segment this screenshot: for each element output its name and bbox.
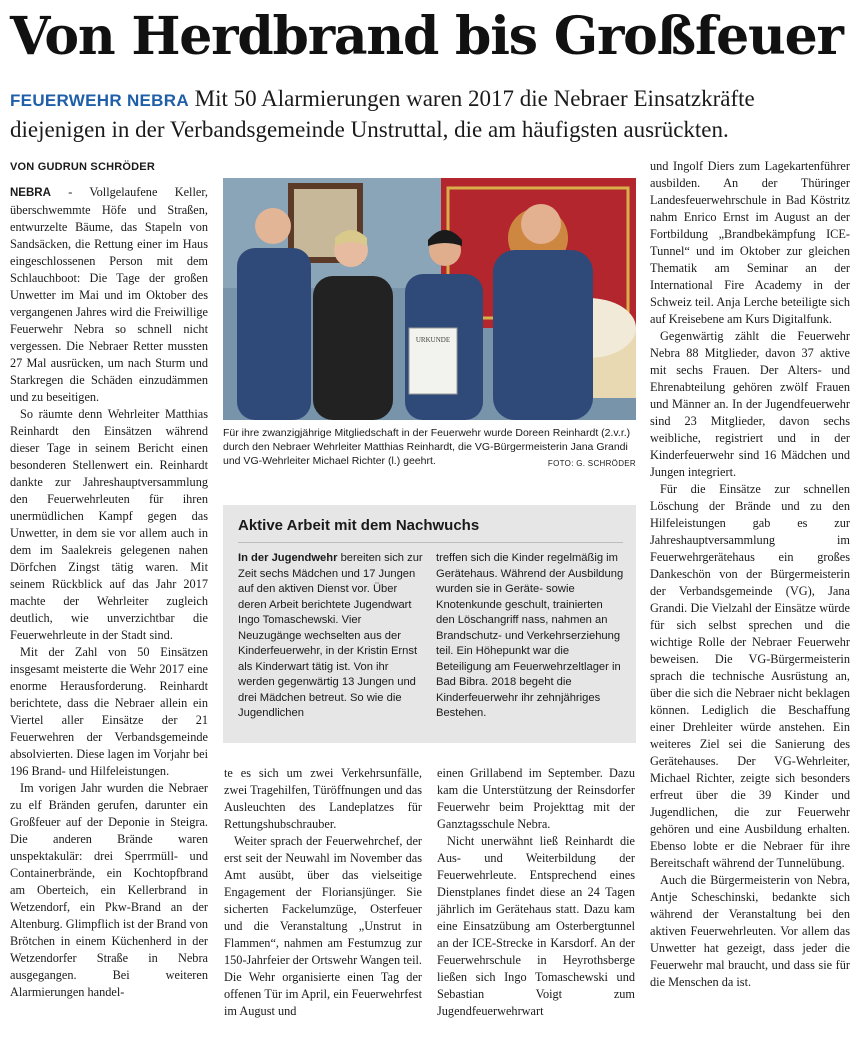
article-column-1 [10, 184, 208, 1001]
certificate-text: URKUNDE [415, 336, 451, 344]
paragraph: Nicht unerwähnt ließ Reinhardt die Aus- und Weiterbildung der Feuerwehrleute. Entsprechend eines Dienstplanes findet diese an 24 Tagen jährlich im Gerätehaus statt. Dazu kam eine Einsatzübung am Osterbergtunnel an der ICE-Strecke in Karsdorf. An der Feuerwehrschule in Heyrothsberge ließen sich Ingo Tomaschewski und Sebastian Voigt zum Jugendfeuerwehrwart [437, 834, 635, 1018]
box-divider [238, 542, 623, 543]
teaser [10, 84, 850, 144]
paragraph: Auch die Bürgermeisterin von Nebra, Antje Scheschinski, bedankte sich während der Veranstaltung bei den aktiven Feuerwehrleuten. Vor allem das Unwetter hat gezeigt, dass jeder die Feuerwehr mal braucht, und dass sie für die Menschen da ist. [650, 873, 850, 989]
headline: Von Herdbrand bis Großfeuer [10, 6, 843, 67]
box-column-right: treffen sich die Kinder regelmäßig im Gerätehaus. Während der Ausbildung wurden sie in Geräte- sowie Knotenkunde geschult, trainierten den Löschangriff nass, nahmen an Brandschutz- und Verkehrserziehung teil. Ein Höhepunkt war die Beteiligung am Feuerwehrzeltlager in Bad Bibra. 2018 begeht die Kinderfeuerwehr ihr zehnjähriges Bestehen. [436, 552, 624, 719]
paragraph [10, 184, 208, 406]
photo-caption [223, 426, 636, 471]
paragraph-text: - Vollgelaufene Keller, überschwemmte Höfe und Straßen, entwurzelte Bäume, das Stapeln von Sandsäcken, die Rettung einer im Haus eingeschlossenen Person mit dem Schlauchboot: Die Tage der großen Unwetter im Mai und im Oktober des vergangenen Jahres wird die Freiwillige Feuerwehr Nebra so schnell nicht vergessen. Die Nebraer Retter mussten 27 Mal ausrücken, um nach Sturm und Starkregen die Schäden einzudämmen und zu beseitigen. [10, 185, 208, 404]
paragraph: Im vorigen Jahr wurden die Nebraer zu elf Bränden gerufen, darunter ein Großfeuer auf der Deponie in Steigra. Die anderen Brände waren unspektakulär: drei Sperrmüll- und Containerbrände, ein Kochtopfbrand am Oberteich, ein Kellerbrand in Wetzendorf, ein Pkw-Brand an der Altenburg. Glimpflich ist der Brand von Brötchen in einem Küchenherd in der Wetzendorfer Straße in Nebra ausgegangen. Bei weiteren Alarmierungen handel- [10, 781, 208, 999]
paragraph: Weiter sprach der Feuerwehrchef, der erst seit der Neuwahl im November das Amt ausübt, über das vielseitige Engagement der Floriansjünger. Sie sicherten Fackelumzüge, Osterfeuer und die Veranstaltung „Unstrut in Flammen“, nahmen am Festumzug zur 150-Jahrfeier der Ortswehr Wangen teil. Die Wehr organisierte einen Tag der offenen Tür im April, ein Feuerwehrfest im August und [224, 834, 422, 1018]
article-column-4 [650, 158, 850, 991]
lead-place: NEBRA [10, 187, 51, 199]
caption-text: Für ihre zwanzigjährige Mitgliedschaft in der Feuerwehr wurde Doreen Reinhardt (2.v.r.) durch den Nebraer Wehrleiter Matthias Reinhardt, die VG-Bürgermeisterin Jana Grandi und VG-Wehrleiter Michael Richter (l.) geehrt. [223, 427, 631, 467]
paragraph: So räumte denn Wehrleiter Matthias Reinhardt den Einsätzen während dieser Tage in seinem Bericht einen besonderen Stellenwert ein. Reinhardt dankte zur Jahreshauptversammlung den Feuerwehrleuten für ihren unermüdlichen Kampf gegen das Unwetter, in dem sie vor allem auch in dem im Saalekreis gelegenen nahen Dörfchen Zingst tätig waren. Mit seinem Rückblick auf das Jahr 2017 machte der Wehrleiter zugleich deutlich, wie unverzichtbar die Feuerwehrleute in der Stadt sind. [10, 407, 208, 642]
paragraph: Gegenwärtig zählt die Feuerwehr Nebra 88 Mitglieder, davon 37 aktive mit sechs Frauen. Der Alters- und Ehrenabteilung gehören zwölf Frauen und Männer an. In der Jugendfeuerwehr sind 23 Mitglieder, davon sechs weibliche, registriert und in der Kinderfeuerwehr sind 16 Mädchen und Jungen integriert. [650, 329, 850, 479]
paragraph: Für die Einsätze zur schnellen Löschung der Brände und zu den Hilfeleistungen gab es zur Jahreshauptversammlung im Feuerwehrgerätehaus ein großes Dankeschön von der Bürgermeisterin der Verbandsgemeinde (VG), Jana Grandi. Die Vielzahl der Einsätze würde für sich selbst sprechen und die wichtige Rolle der Nebraer Feuerwehr beweisen. Die VG-Bürgermeisterin sprach die technische Ausrüstung an, über die sich die Nebraer nicht beklagen können. Lediglich die Beschaffung einer Drehleiter würde anstehen. Ein weiteres Ziel sei die Sanierung des Gerätehauses. Der VG-Wehrleiter, Michael Richter, zeigte sich besonders erfreut über die 39 Kinder und Jugendlichen, die zur Feuerwehr gehören und eine Ausbildung erhalten. Ebenso lobte er die Nebraer für ihre Bereitschaft während der Tunnelübung. [650, 482, 850, 870]
article-column-3 [437, 765, 635, 1020]
info-box [223, 505, 636, 743]
article-photo [223, 178, 636, 420]
teaser-text: Mit 50 Alarmierungen waren 2017 die Nebraer Einsatzkräfte diejenigen in der Verbandsgemeinde Unstruttal, die am häufigsten ausrückten. [10, 86, 755, 142]
box-column-left [238, 551, 426, 722]
box-lead: In der Jugendwehr [238, 552, 338, 564]
photo-credit: FOTO: G. SCHRÖDER [547, 459, 636, 468]
kicker: FEUERWEHR NEBRA [10, 91, 189, 110]
photo-illustration [223, 178, 636, 420]
article-column-2 [224, 765, 422, 1020]
byline: VON GUDRUN SCHRÖDER [10, 161, 155, 173]
box-left-text: bereiten sich zur Zeit sechs Mädchen und 17 Jungen auf den aktiven Dienst vor. Über deren Arbeit berichtete Jugendwart Ingo Tomaschewski. Vier Neuzugänge wechselten aus der Kinderfeuerwehr, in der Kristin Ernst als Kinderwart tätig ist. Von ihr werden gegenwärtig 13 Jungen und drei Mädchen betreut. So wie die Jugendlichen [238, 552, 423, 719]
paragraph: Mit der Zahl von 50 Einsätzen insgesamt meisterte die Wehr 2017 eine enorme Herausforderung. Reinhardt berichtete, dass die Nebraer allein ein Viertel aller Einsätze der 21 Feuerwehren der Verbandsgemeinde absolvierten. Diese lagen im Vorjahr bei 196 Brand- und Hilfeleistungen. [10, 645, 208, 778]
box-title: Aktive Arbeit mit dem Nachwuchs [238, 517, 480, 534]
paragraph: te es sich um zwei Verkehrsunfälle, zwei Tragehilfen, Türöffnungen und das Ausleuchten des Landeplatzes für Rettungshubschrauber. [224, 766, 422, 831]
paragraph: einen Grillabend im September. Dazu kam die Unterstützung der Reinsdorfer Feuerwehr beim Projekttag mit der Ganztagsschule Nebra. [437, 766, 635, 831]
paragraph: und Ingolf Diers zum Lagekartenführer ausbilden. An der Thüringer Landesfeuerwehrschule in Bad Köstritz nahm Enrico Ernst im August an der Fortbildung „Brandbekämpfung ICE-Tunnel“ und im Oktober zur gleichen Thematik am Seminar an der International Fire Academy in der Schweiz teil. Anja Lerche beteiligte sich auf Kreisebene am Kurs Digitalfunk. [650, 159, 850, 326]
